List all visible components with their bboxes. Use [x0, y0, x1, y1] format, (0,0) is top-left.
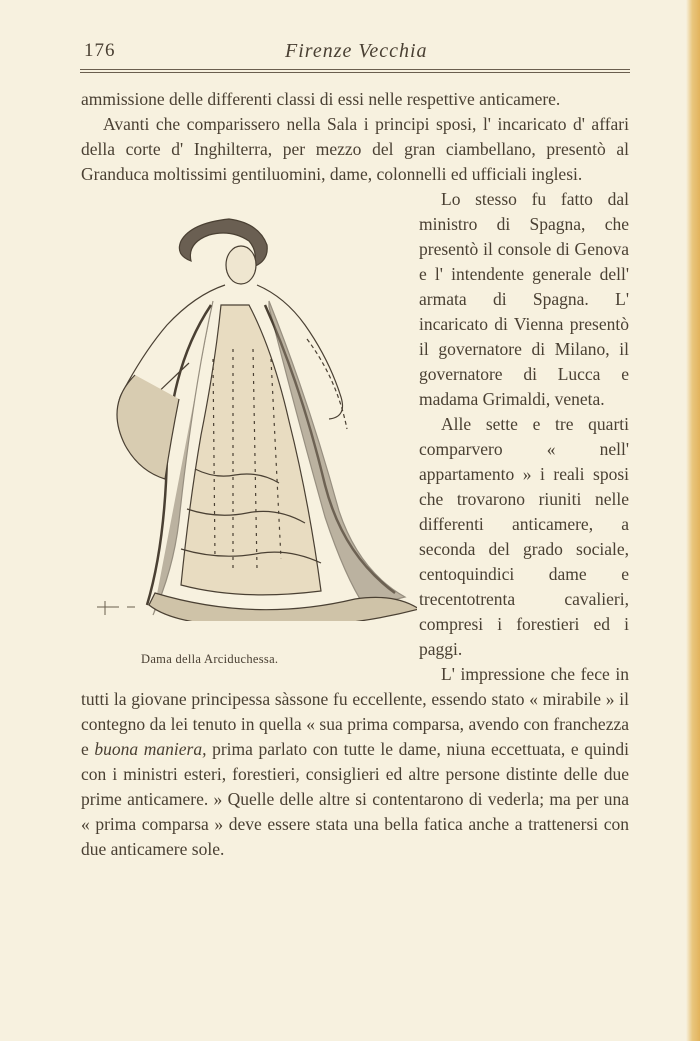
paragraph-5-text-b: prima parlato con tutte le dame, niuna eccettuata, e quindi con i ministri esteri, forestieri, consiglieri ed altre persone distinte delle due prime anticamere. » Quelle delle altre si contentarono di vederla; ma per una « prima comparsa » deve essere stata una bella fatica anche a trattenersi con due anticamere sole. — [81, 739, 630, 859]
paragraph-2-text: Avanti che comparissero nella Sala i principi sposi, l' incaricato d' affari della corte d' Inghilterra, per mezzo del gran ciambellano, presentò al Granduca moltissimi gentiluomini, dame, colonnelli ed ufficiali inglesi. — [81, 114, 629, 184]
running-header — [80, 40, 626, 70]
illustration-block — [75, 189, 419, 687]
lady-in-court-dress-illustration — [95, 209, 417, 621]
paragraph-3-text: Lo stesso fu fatto dal ministro di Spagna, che presentò il console di Genova e l' intendente generale dell' armata di Spagna. L' incaricato di Vienna presentò il governatore di Milano, il governatore di Lucca e madama Grimaldi, veneta. — [419, 189, 629, 409]
page-edge — [686, 0, 700, 1041]
paragraph-5 — [81, 662, 629, 862]
running-title: Firenze Vecchia — [285, 40, 428, 62]
body-text — [81, 87, 629, 862]
paragraph-2 — [81, 112, 629, 187]
paragraph-5-italic-phrase: buona maniera, — [94, 739, 207, 759]
paragraph-4-text: Alle sette e tre quarti comparvero « nell' appartamento » i reali sposi che trovarono riuniti nelle differenti anticamere, a seconda del grado sociale, centoquindici dame e trecentotrenta cavalieri, compresi i forestieri ed i paggi. — [419, 414, 629, 659]
header-rule — [80, 69, 630, 73]
paragraph-5-text-a: L' impressione che fece in tutti la giovane principessa sàssone fu eccellente, essendo stato « mirabile » il contegno da lei tenuto in quella « sua prima comparsa, avendo con franchezza e — [81, 664, 629, 759]
paragraph-1: ammissione delle differenti classi di essi nelle respettive anticamere. — [81, 89, 561, 109]
illustration-caption: Dama della Arciduchessa. — [141, 652, 279, 666]
page-number: 176 — [84, 40, 116, 61]
